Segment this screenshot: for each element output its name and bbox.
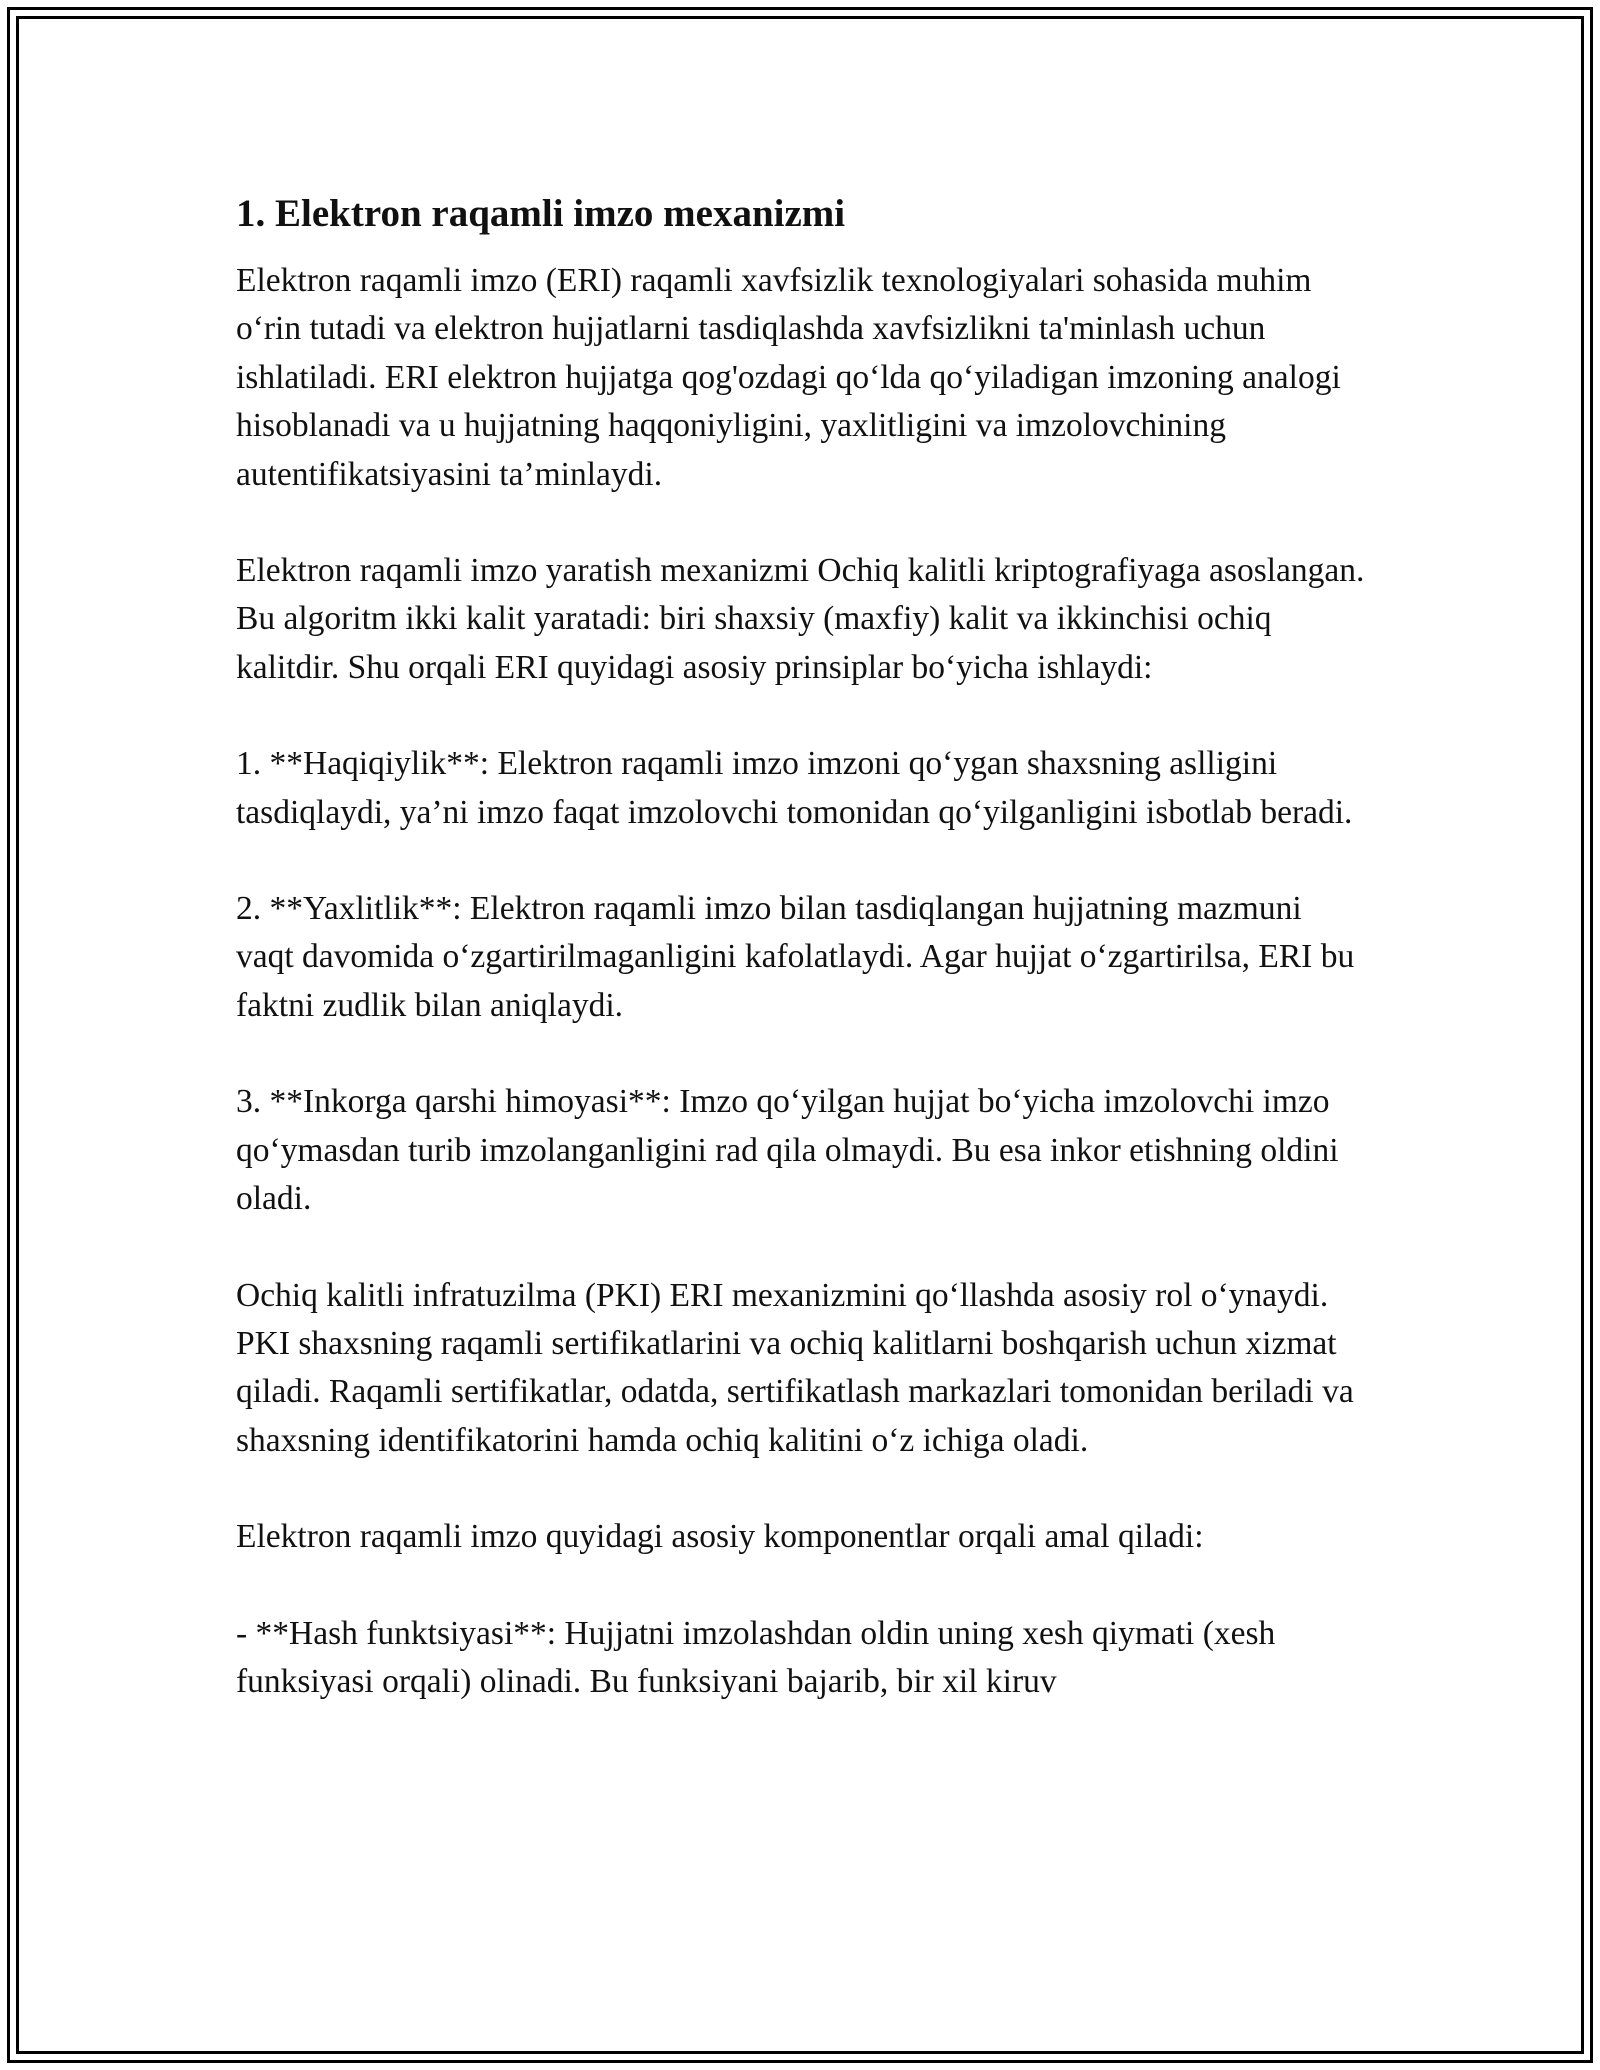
paragraph-mechanism: Elektron raqamli imzo yaratish mexanizmi Ochiq kalitli kriptografiyaga asoslangan. Bu algoritm ikki kalit yaratadi: biri shaxsiy (maxfiy) kalit va ikkinchisi ochiq kalitdir. Shu orqali ERI quyidagi asosiy prinsiplar bo‘yicha ishlaydi: [236, 552, 1365, 686]
section-heading: 1. Elektron raqamli imzo mexanizmi [236, 192, 846, 235]
list-item-hash-function: - **Hash funktsiyasi**: Hujjatni imzolashdan oldin uning xesh qiymati (xesh funksiyasi orqali) olinadi. Bu funksiyani bajarib, bir xil kiruv [236, 1614, 1276, 1700]
list-item-non-repudiation: 3. **Inkorga qarshi himoyasi**: Imzo qo‘yilgan hujjat bo‘yicha imzolovchi imzo qo‘ymasdan turib imzolanganligini rad qila olmaydi. Bu esa inkor etishning oldini oladi. [236, 1083, 1339, 1218]
paragraph-intro: Elektron raqamli imzo (ERI) raqamli xavfsizlik texnologiyalari sohasida muhim o‘rin tutadi va elektron hujjatlarni tasdiqlashda xavfsizlikni ta'minlash uchun ishlatiladi. ERI elektron hujjatga qog'ozdagi qo‘lda qo‘yiladigan imzoning analogi hisoblanadi va u hujjatning haqqoniyligini, yaxlitligini va imzolovchining autentifikatsiyasini ta’minlaydi. [236, 262, 1341, 493]
list-item-authenticity: 1. **Haqiqiylik**: Elektron raqamli imzo imzoni qo‘ygan shaxsning aslligini tasdiqlaydi, ya’ni imzo faqat imzolovchi tomonidan qo‘yilganligini isbotlab beradi. [236, 745, 1353, 831]
document-body [236, 187, 1366, 1754]
paragraph-components: Elektron raqamli imzo quyidagi asosiy komponentlar orqali amal qiladi: [236, 1518, 1204, 1556]
list-item-integrity: 2. **Yaxlitlik**: Elektron raqamli imzo bilan tasdiqlangan hujjatning mazmuni vaqt davomida o‘zgartirilmaganligini kafolatlaydi. Agar hujjat o‘zgartirilsa, ERI bu faktni zudlik bilan aniqlaydi. [236, 890, 1355, 1024]
paragraph-pki: Ochiq kalitli infratuzilma (PKI) ERI mexanizmini qo‘llashda asosiy rol o‘ynaydi. PKI shaxsning raqamli sertifikatlarini va ochiq kalitlarni boshqarish uchun xizmat qiladi. Raqamli sertifikatlar, odatda, sertifikatlash markazlari tomonidan beriladi va shaxsning identifikatorini hamda ochiq kalitini o‘z ichiga oladi. [236, 1276, 1354, 1459]
